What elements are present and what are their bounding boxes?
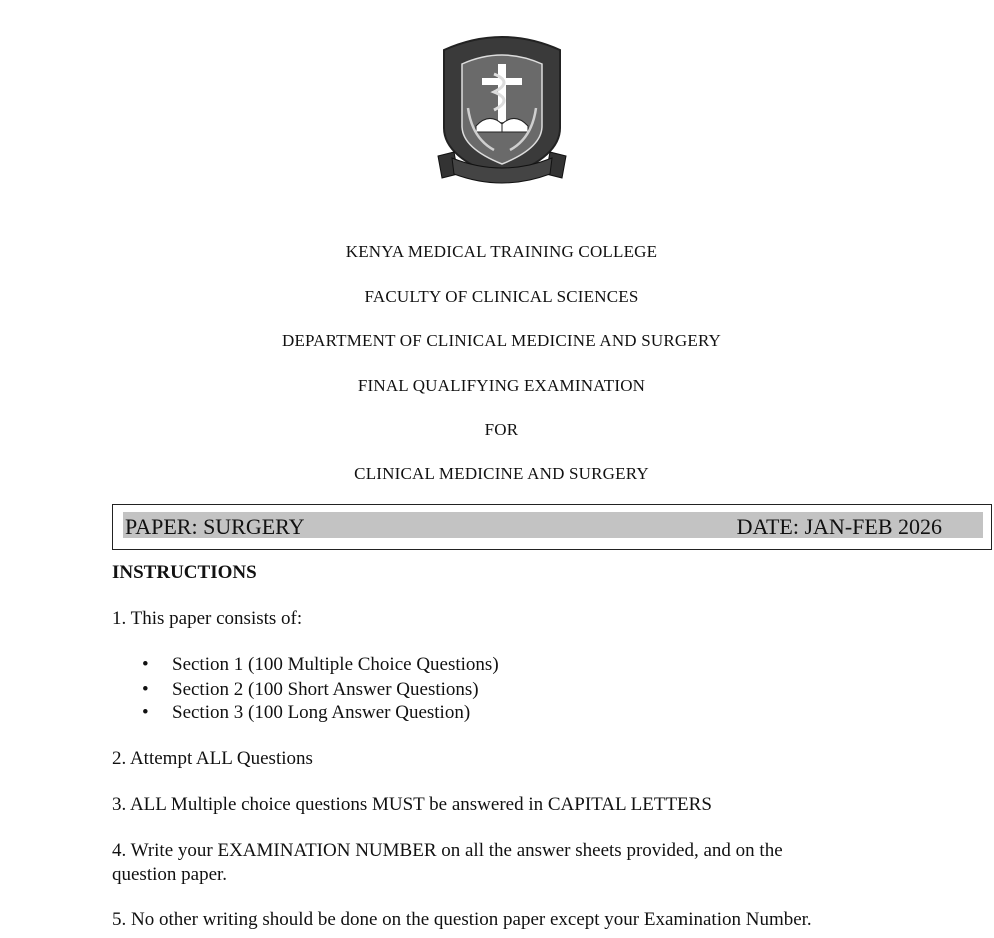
section-list-item	[142, 679, 479, 701]
instruction-item-4-line-1: 4. Write your EXAMINATION NUMBER on all the answer sheets provided, and on the	[112, 840, 783, 861]
bullet-icon: •	[142, 702, 149, 723]
faculty-name: FACULTY OF CLINICAL SCIENCES	[364, 287, 639, 306]
department-name: DEPARTMENT OF CLINICAL MEDICINE AND SURGERY	[281, 331, 722, 350]
college-crest-logo	[432, 28, 572, 188]
instruction-item-2: 2. Attempt ALL Questions	[112, 748, 313, 769]
exam-title: FINAL QUALIFYING EXAMINATION	[357, 376, 646, 395]
instruction-item-4-line-2: question paper.	[112, 864, 228, 885]
instruction-item-5: 5. No other writing should be done on the question paper except your Examination Number.	[112, 909, 812, 930]
section-1-text: Section 1 (100 Multiple Choice Questions)	[172, 654, 499, 675]
instruction-item-3: 3. ALL Multiple choice questions MUST be answered in CAPITAL LETTERS	[112, 794, 712, 815]
college-name: KENYA MEDICAL TRAINING COLLEGE	[345, 242, 658, 261]
paper-label: PAPER: SURGERY	[125, 514, 305, 539]
instruction-item-1: 1. This paper consists of:	[112, 608, 303, 629]
exam-for: FOR	[484, 420, 519, 439]
program-name: CLINICAL MEDICINE AND SURGERY	[354, 464, 649, 483]
bullet-icon: •	[142, 654, 149, 675]
paper-info-box	[112, 504, 992, 550]
section-list-item	[142, 654, 499, 676]
instructions-heading: INSTRUCTIONS	[112, 562, 257, 583]
bullet-icon: •	[142, 679, 149, 700]
section-list-item	[142, 702, 470, 724]
date-label: DATE: JAN-FEB 2026	[736, 514, 942, 539]
section-3-text: Section 3 (100 Long Answer Question)	[172, 702, 471, 723]
instruction-item-4	[112, 839, 872, 887]
section-2-text: Section 2 (100 Short Answer Questions)	[172, 679, 479, 700]
